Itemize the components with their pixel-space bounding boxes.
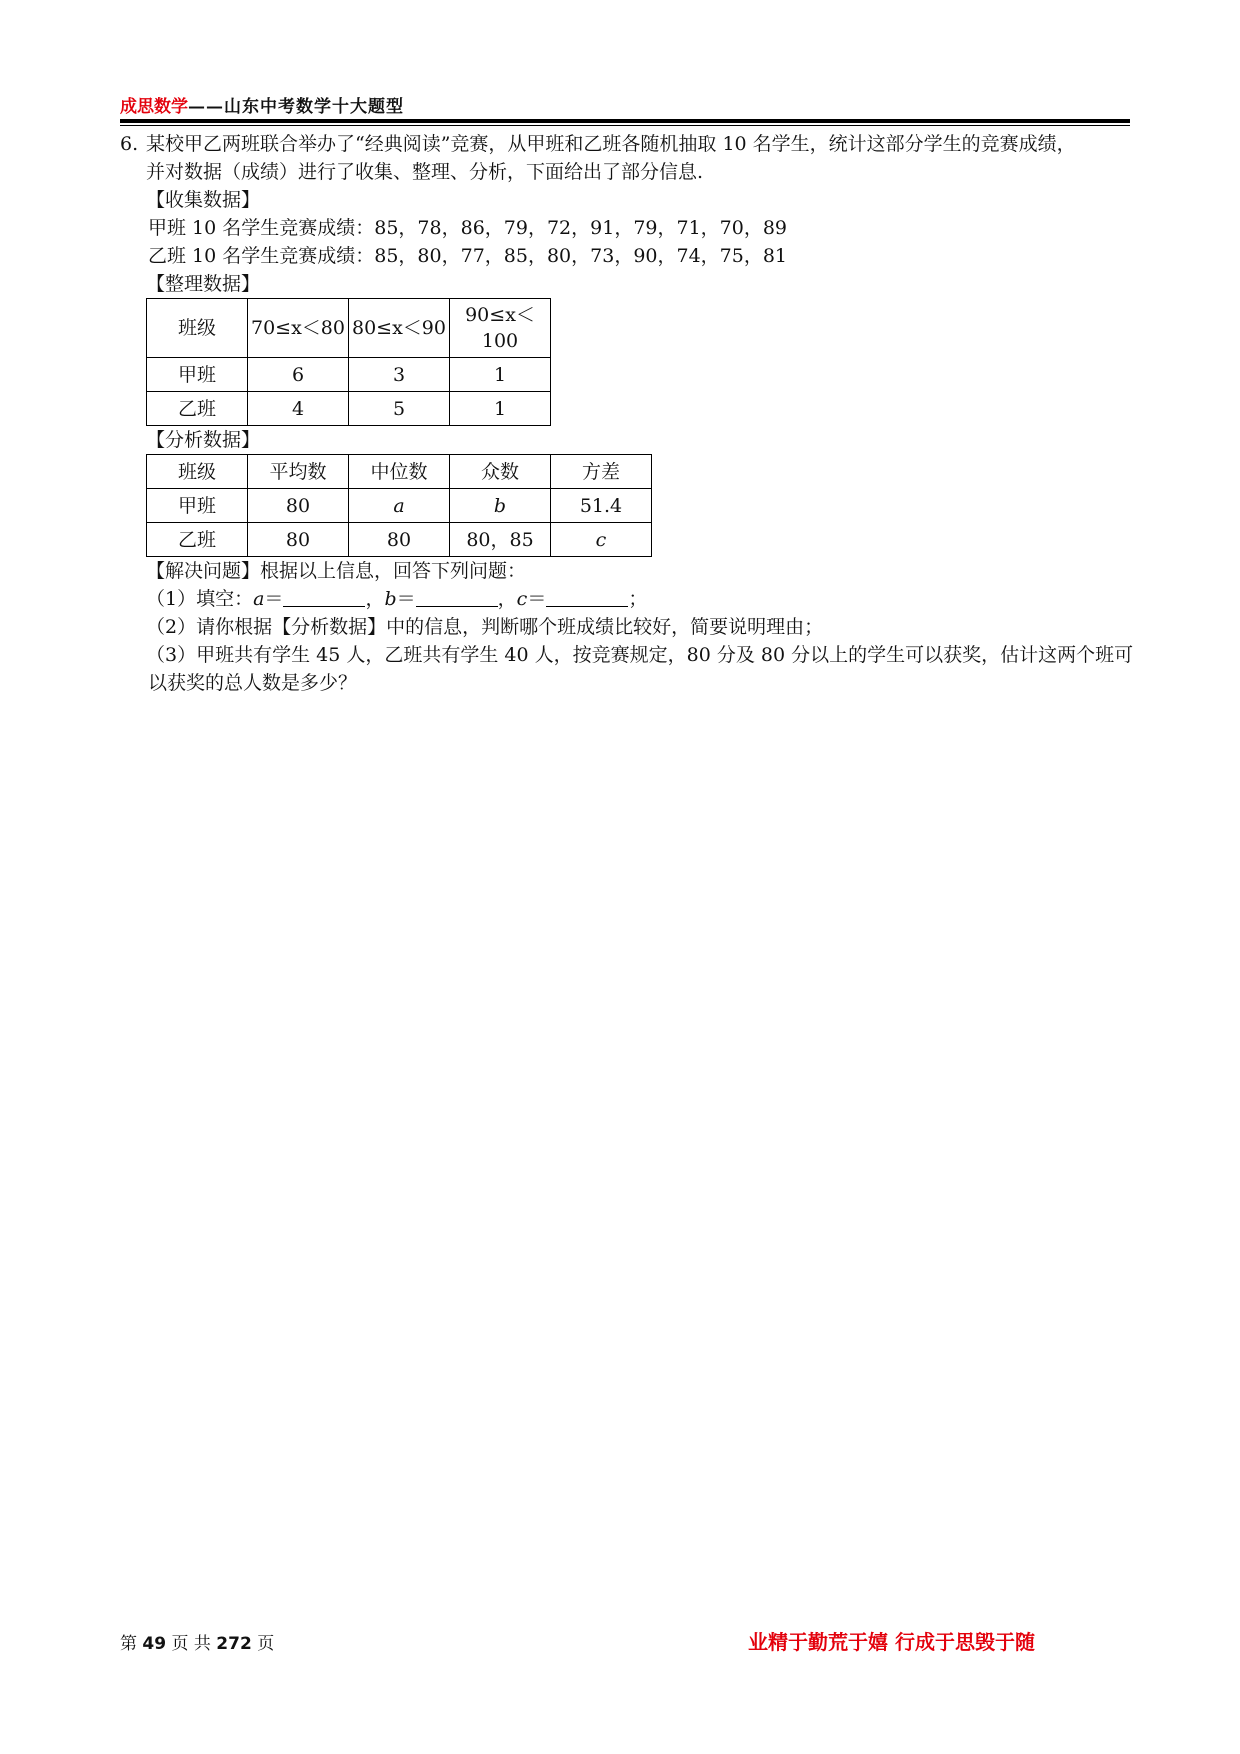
table-cell: 80	[248, 489, 349, 523]
footer-motto: 业精于勤荒于嬉 行成于思毁于随	[748, 1630, 1035, 1654]
intro-line-1: 6. 某校甲乙两班联合举办了“经典阅读”竞赛，从甲班和乙班各随机抽取 10 名学生，统计这部分学生的竞赛成绩，	[120, 130, 1130, 158]
sub-question-3: （3）甲班共有学生 45 人，乙班共有学生 40 人，按竞赛规定，80 分及 80 分以上的学生可以获奖，估计这两个班可	[146, 644, 1134, 666]
var-c: c	[516, 588, 528, 610]
table-header-cell: 中位数	[349, 455, 450, 489]
class-a-scores: 甲班 10 名学生竞赛成绩：85，78，86，79，72，91，79，71，70，89	[148, 217, 788, 239]
answer-blank-a[interactable]	[283, 586, 365, 607]
table-row	[147, 489, 652, 523]
table-header-cell: 80≤x＜90	[349, 299, 450, 358]
table-row	[147, 358, 551, 392]
header-subtitle: ——山东中考数学十大题型	[188, 97, 404, 117]
header-rule-thin	[120, 125, 1130, 126]
table-cell: 乙班	[147, 392, 248, 426]
table-cell: 甲班	[147, 358, 248, 392]
table-header-cell: 90≤x＜100	[450, 299, 551, 358]
table-header-cell: 众数	[450, 455, 551, 489]
table-cell: 甲班	[147, 489, 248, 523]
table-cell: 1	[450, 392, 551, 426]
table-cell: 80	[349, 523, 450, 557]
table-header-cell: 方差	[551, 455, 652, 489]
table-header-cell: 70≤x＜80	[248, 299, 349, 358]
solve-heading: 【解决问题】根据以上信息，回答下列问题：	[146, 560, 527, 582]
sub-question-1: （1）填空：a＝ ，b＝ ，c＝ ；	[146, 588, 648, 610]
table-cell: 6	[248, 358, 349, 392]
table-cell: 3	[349, 358, 450, 392]
var-a: a	[253, 588, 265, 610]
table-header-cell: 班级	[147, 299, 248, 358]
table-row	[147, 523, 652, 557]
organize-table	[146, 298, 551, 426]
table-cell: a	[349, 489, 450, 523]
page-number: 第 49 页 共 272 页	[120, 1634, 275, 1654]
organize-heading: 【整理数据】	[146, 273, 261, 295]
table-header-cell: 平均数	[248, 455, 349, 489]
intro-line-2: 并对数据（成绩）进行了收集、整理、分析，下面给出了部分信息.	[146, 161, 704, 183]
question-body	[120, 130, 1134, 697]
var-b: b	[384, 588, 397, 610]
table-cell: 4	[248, 392, 349, 426]
table-cell: c	[551, 523, 652, 557]
answer-blank-b[interactable]	[416, 586, 498, 607]
analyze-table	[146, 454, 652, 557]
header-rule-thick	[120, 119, 1130, 123]
question-number: 6.	[120, 133, 139, 155]
table-row	[147, 392, 551, 426]
page-header	[120, 92, 1130, 116]
table-cell: 51.4	[551, 489, 652, 523]
answer-blank-c[interactable]	[546, 586, 628, 607]
table-cell: 80，85	[450, 523, 551, 557]
table-header-cell: 班级	[147, 455, 248, 489]
table-cell: b	[450, 489, 551, 523]
table-row	[147, 455, 652, 489]
sub-question-2: （2）请你根据【分析数据】中的信息，判断哪个班成绩比较好，简要说明理由；	[146, 616, 824, 638]
table-cell: 5	[349, 392, 450, 426]
brand-name: 成思数学	[120, 97, 188, 117]
collect-heading: 【收集数据】	[146, 189, 261, 211]
table-row	[147, 299, 551, 358]
table-cell: 乙班	[147, 523, 248, 557]
table-cell: 1	[450, 358, 551, 392]
table-cell: 80	[248, 523, 349, 557]
class-b-scores: 乙班 10 名学生竞赛成绩：85，80，77，85，80，73，90，74，75，81	[148, 245, 788, 267]
sub-question-3-cont: 以获奖的总人数是多少？	[148, 672, 358, 694]
analyze-heading: 【分析数据】	[146, 429, 261, 451]
